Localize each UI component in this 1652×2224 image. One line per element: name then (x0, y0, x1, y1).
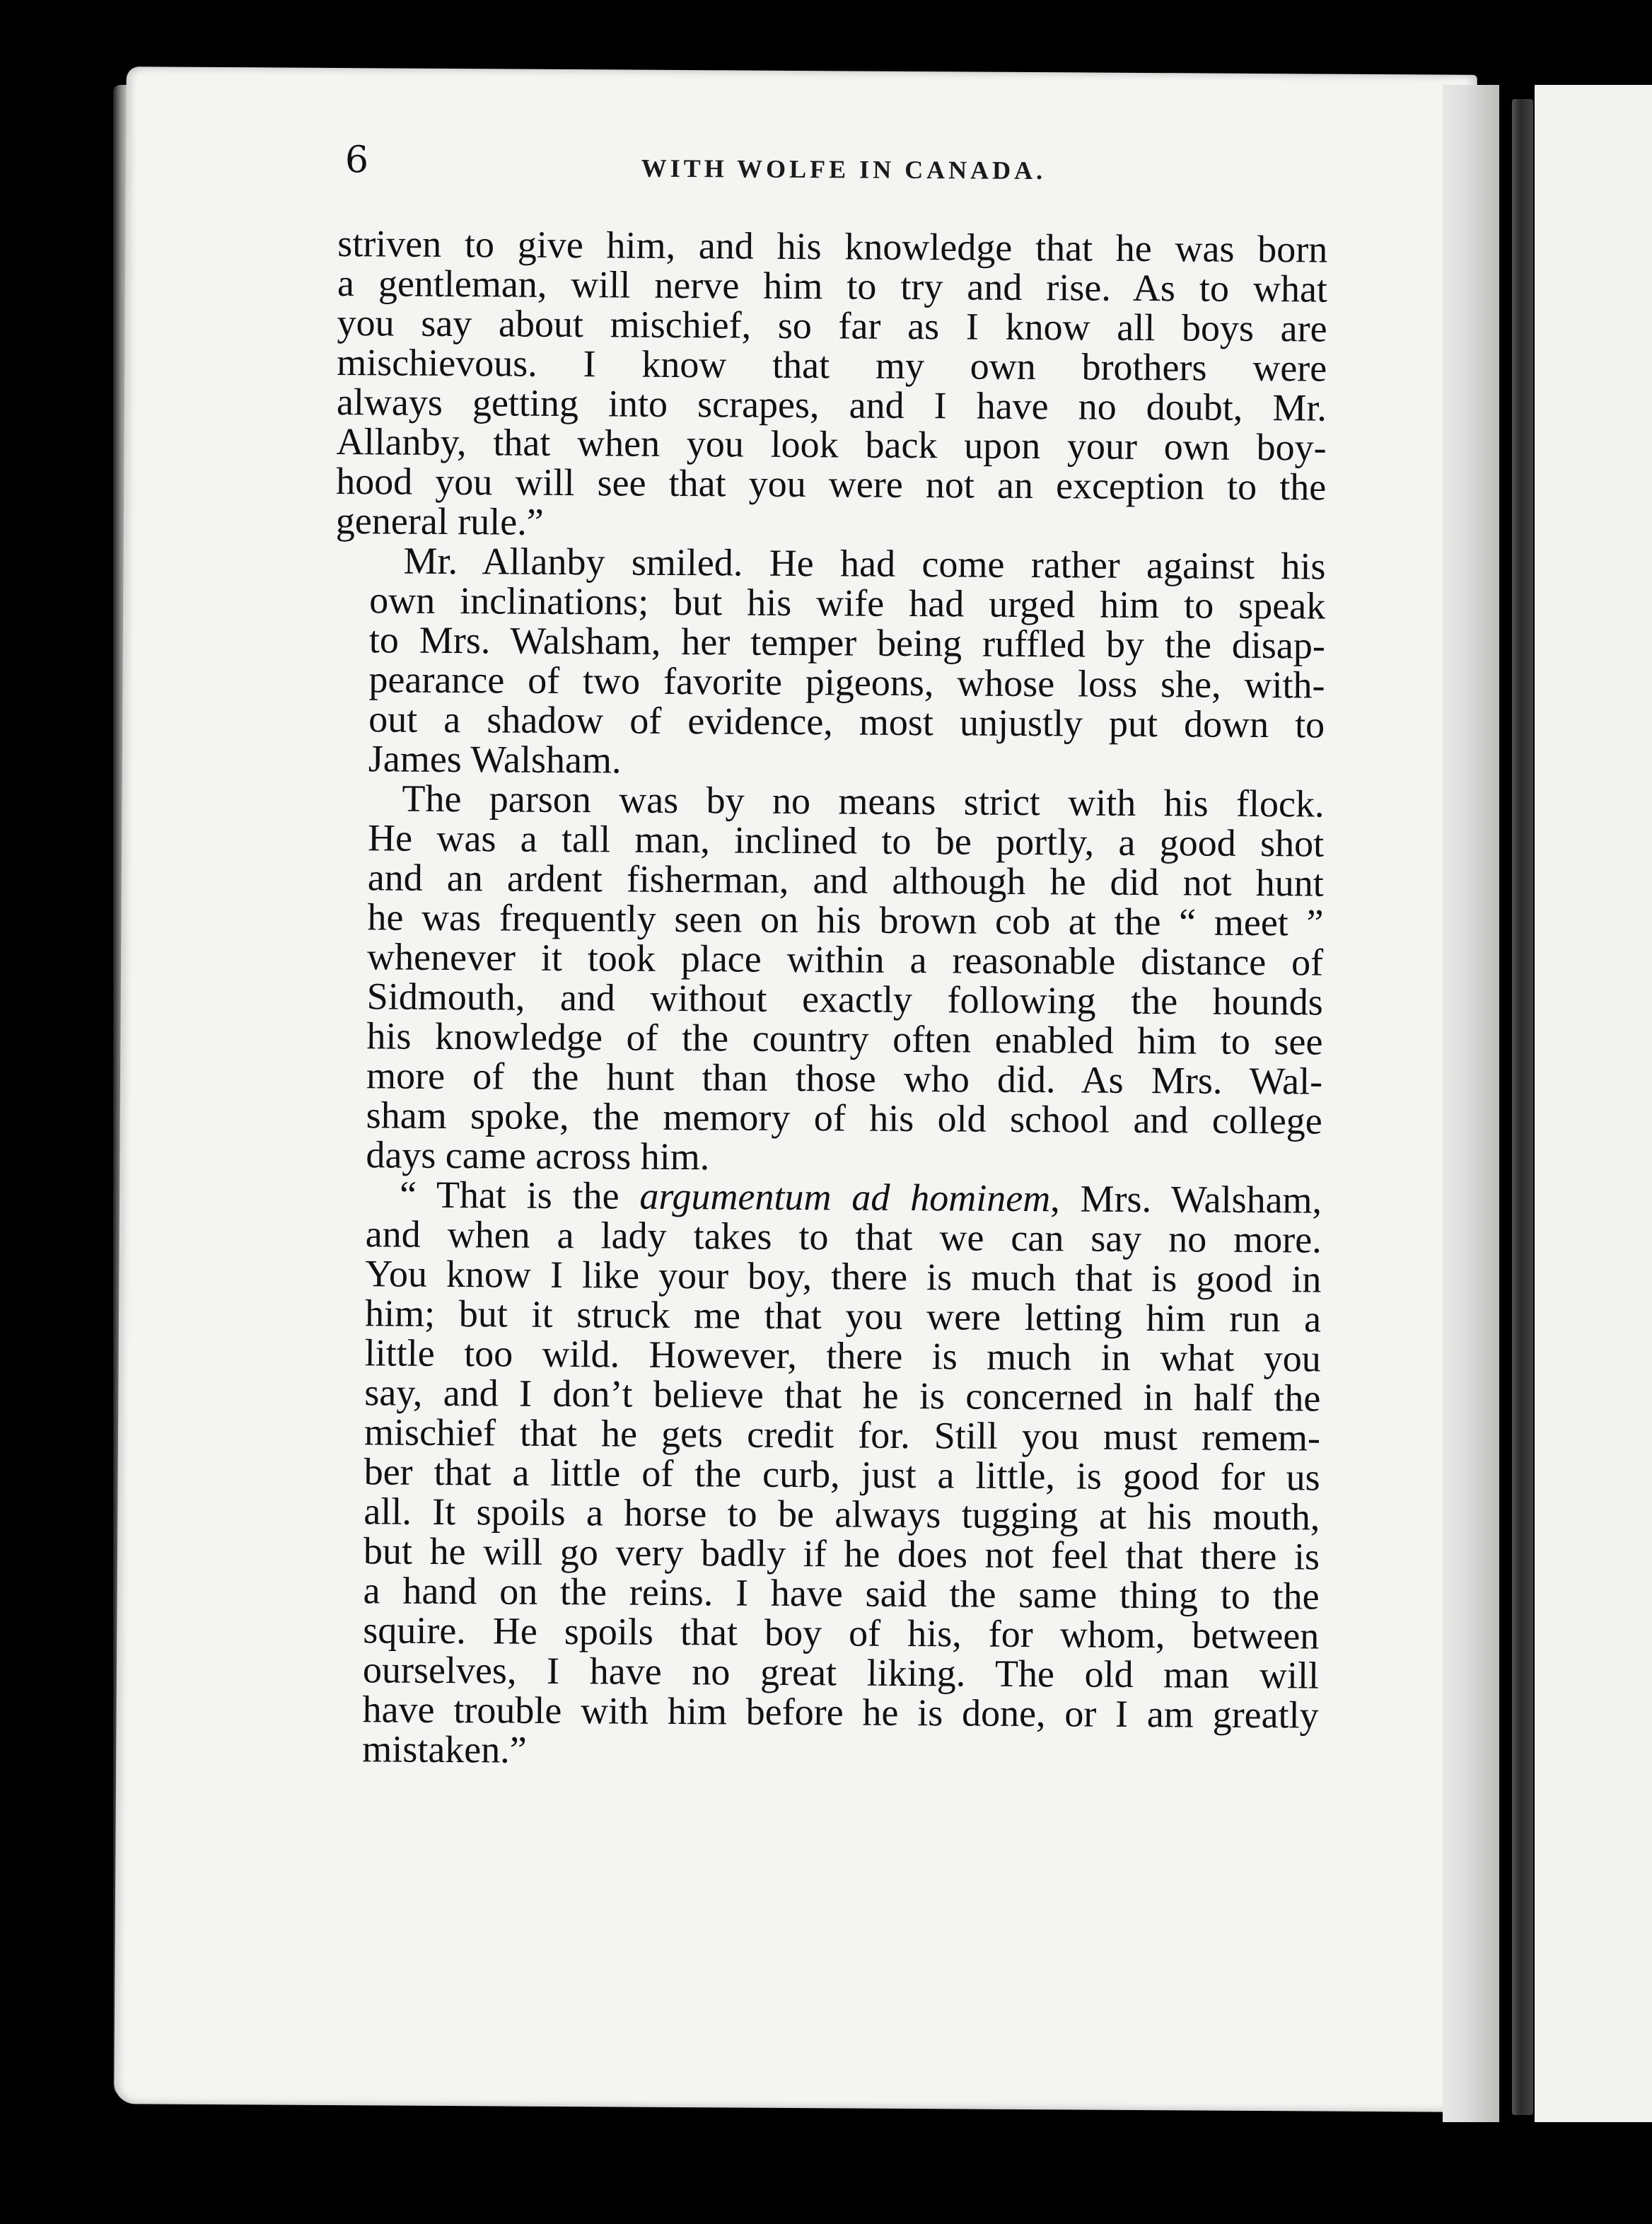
text-line: squire. He spoils that boy of his, for whom, between (363, 1609, 1320, 1657)
paragraph (335, 540, 1326, 784)
text-line: say, and I don’t believe that he is concerned in half the (364, 1371, 1321, 1420)
text-line: whenever it took place within a reasonable distance of (366, 935, 1324, 984)
text-line: more of the hunt than those who did. As Mrs. Wal- (366, 1054, 1323, 1103)
text-line: to Mrs. Walsham, her temper being ruffled by the disap- (368, 618, 1326, 667)
facing-page-edge (1535, 85, 1652, 2122)
text-line: ourselves, I have no great liking. The old man will (362, 1648, 1320, 1697)
text-line: pearance of two favorite pigeons, whose loss she, with- (368, 658, 1325, 707)
text-line: hood you will see that you were not an exception to the (336, 460, 1327, 509)
text-line: striven to give him, and his knowledge that he was born (337, 222, 1328, 271)
text-line: Allanby, that when you look back upon your own boy- (336, 420, 1327, 469)
text-line: little too wild. However, there is much in what you (364, 1331, 1321, 1380)
text-line: always getting into scrapes, and I have no doubt, Mr. (336, 381, 1327, 429)
running-head: WITH WOLFE IN CANADA. (641, 154, 1047, 185)
text-line: mischievous. I know that my own brothers were (337, 341, 1327, 390)
text-line: He was a tall man, inclined to be portly, a good shot (367, 816, 1325, 865)
text-line: he was frequently seen on his brown cob at the “ meet ” (367, 896, 1324, 944)
book-page (114, 66, 1477, 2112)
binding-shadow (1512, 99, 1533, 2115)
page-number: 6 (344, 139, 369, 182)
text-line: days came across him. (366, 1133, 710, 1178)
text-line: you say about mischief, so far as I know all boys are (337, 301, 1327, 350)
text-line: own inclinations; but his wife had urged him to speak (369, 579, 1326, 627)
text-line: him; but it struck me that you were letting him run a (364, 1292, 1322, 1340)
text-line: general rule.” (335, 499, 544, 543)
text-line: James Walsham. (368, 737, 622, 782)
text-line: have trouble with him before he is done, or I am greatly (362, 1688, 1319, 1737)
text-line: out a shadow of evidence, most unjustly put down to (368, 697, 1325, 746)
text-line: a hand on the reins. I have said the same thing to the (363, 1569, 1320, 1618)
text-line: Sidmouth, and without exactly following the hounds (366, 975, 1323, 1024)
latin-phrase: argumentum ad hominem (639, 1174, 1051, 1220)
text-line: Mr. Allanby smiled. He had come rather against his (403, 539, 1326, 588)
text-line: You know I like your boy, there is much that is good in (365, 1252, 1322, 1301)
book-gutter (1443, 85, 1499, 2122)
text-line: but he will go very badly if he does not feel that there is (363, 1529, 1320, 1578)
text-line: a gentleman, will nerve him to try and rise. As to what (337, 262, 1328, 311)
paragraph (332, 778, 1324, 1181)
text-line: and an ardent fisherman, and although he did not hunt (367, 856, 1324, 905)
text-line: and when a lady takes to that we can say no more. (365, 1212, 1322, 1261)
text-line: ber that a little of the curb, just a little, is good for us (363, 1450, 1320, 1499)
paragraph (336, 224, 1328, 547)
text-line: all. It spoils a horse to be always tugging at his mouth, (363, 1490, 1320, 1539)
text-line: his knowledge of the country often enabled him to see (366, 1014, 1323, 1063)
text-line: The parson was by no means strict with his flock. (402, 777, 1325, 826)
text-line: “ That is the argumentum ad hominem, Mrs. Walsham, (399, 1173, 1322, 1222)
text-line: sham spoke, the memory of his old school and college (366, 1094, 1322, 1142)
paragraph (328, 1174, 1322, 1775)
body-text (328, 224, 1327, 1775)
text-line: mischief that he gets credit for. Still you must remem- (363, 1411, 1321, 1459)
text-line: mistaken.” (362, 1727, 527, 1771)
